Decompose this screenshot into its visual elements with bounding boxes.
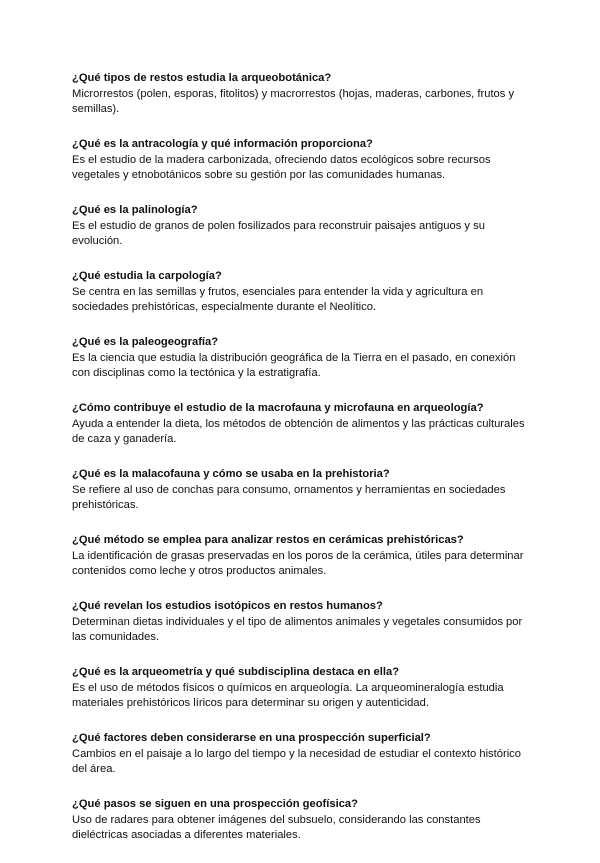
qa-item [72,533,532,580]
answer-line: Uso de radares para obtener imágenes del subsuelo, considerando las constantes [72,813,481,826]
answer-text [72,747,532,778]
answer-line: Es el estudio de granos de polen fosilizados para reconstruir paisajes antiguos y su [72,219,485,232]
question-heading: ¿Qué es la palinología? [72,204,198,216]
qa-item [72,71,532,118]
answer-text [72,351,532,382]
question-heading: ¿Qué revelan los estudios isotópicos en restos humanos? [72,600,383,612]
qa-item [72,665,532,712]
answer-line: prehistóricas. [72,499,139,511]
answer-line: Es el estudio de la madera carbonizada, ofreciendo datos ecológicos sobre recursos [72,153,491,166]
question-heading: ¿Qué pasos se siguen en una prospección geofísica? [72,798,358,810]
answer-text [72,87,532,118]
answer-line: Se refiere al uso de conchas para consumo, ornamentos y herramientas en sociedades [72,483,506,496]
question-heading: ¿Qué es la malacofauna y cómo se usaba en la prehistoria? [72,468,390,480]
answer-line: Cambios en el paisaje a lo largo del tiempo y la necesidad de estudiar el contexto histórico [72,747,522,760]
answer-line: del área. [72,763,116,775]
answer-text [72,549,532,580]
answer-text [72,483,532,514]
answer-line: evolución. [72,235,123,247]
answer-line: con disciplinas como la tectónica y la estratigrafía. [72,367,321,379]
qa-item [72,797,532,844]
question-heading: ¿Qué estudia la carpología? [72,270,222,282]
question-heading: ¿Qué es la paleogeografía? [72,336,219,348]
answer-line: materiales prehistóricos líricos para determinar su origen y autenticidad. [72,697,429,709]
answer-line: sociedades prehistóricas, especialmente durante el Neolítico. [72,301,377,313]
qa-item [72,467,532,514]
answer-text [72,285,532,316]
answer-line: Se centra en las semillas y frutos, esenciales para entender la vida y agricultura en [72,285,484,298]
question-heading: ¿Qué factores deben considerarse en una prospección superficial? [72,732,431,744]
question-heading: ¿Qué tipos de restos estudia la arqueobotánica? [72,72,332,84]
answer-text [72,153,532,184]
answer-line: Ayuda a entender la dieta, los métodos de obtención de alimentos y las prácticas culturales [72,417,525,430]
answer-line: dieléctricas asociadas a diferentes materiales. [72,829,301,841]
qa-item [72,599,532,646]
question-heading: ¿Qué es la antracología y qué información proporciona? [72,138,373,150]
question-heading: ¿Qué método se emplea para analizar restos en cerámicas prehistóricas? [72,534,464,546]
question-heading: ¿Qué es la arqueometría y qué subdisciplina destaca en ella? [72,666,400,678]
answer-line: vegetales y etnobotánicos sobre su gestión por las comunidades humanas. [72,169,446,181]
question-heading: ¿Cómo contribuye el estudio de la macrofauna y microfauna en arqueología? [72,402,484,414]
answer-text [72,813,532,844]
answer-text [72,681,532,712]
answer-line: contenidos como leche y otros productos animales. [72,565,327,577]
document-page [72,71,532,863]
qa-item [72,731,532,778]
qa-item [72,203,532,250]
answer-line: las comunidades. [72,631,160,643]
answer-text [72,615,532,646]
answer-line: Es la ciencia que estudia la distribución geográfica de la Tierra en el pasado, en conexión [72,351,516,364]
answer-line: La identificación de grasas preservadas en los poros de la cerámica, útiles para determinar [72,549,524,562]
answer-line: de caza y ganadería. [72,433,177,445]
answer-text [72,417,532,448]
answer-line: Microrrestos (polen, esporas, fitolitos) y macrorrestos (hojas, maderas, carbones, frutos y [72,87,515,100]
answer-line: Determinan dietas individuales y el tipo de alimentos animales y vegetales consumidos por [72,615,523,628]
qa-item [72,335,532,382]
qa-item [72,401,532,448]
answer-line: Es el uso de métodos físicos o químicos en arqueología. La arqueomineralogía estudia [72,681,504,694]
answer-text [72,219,532,250]
qa-item [72,137,532,184]
qa-item [72,269,532,316]
answer-line: semillas). [72,103,120,115]
